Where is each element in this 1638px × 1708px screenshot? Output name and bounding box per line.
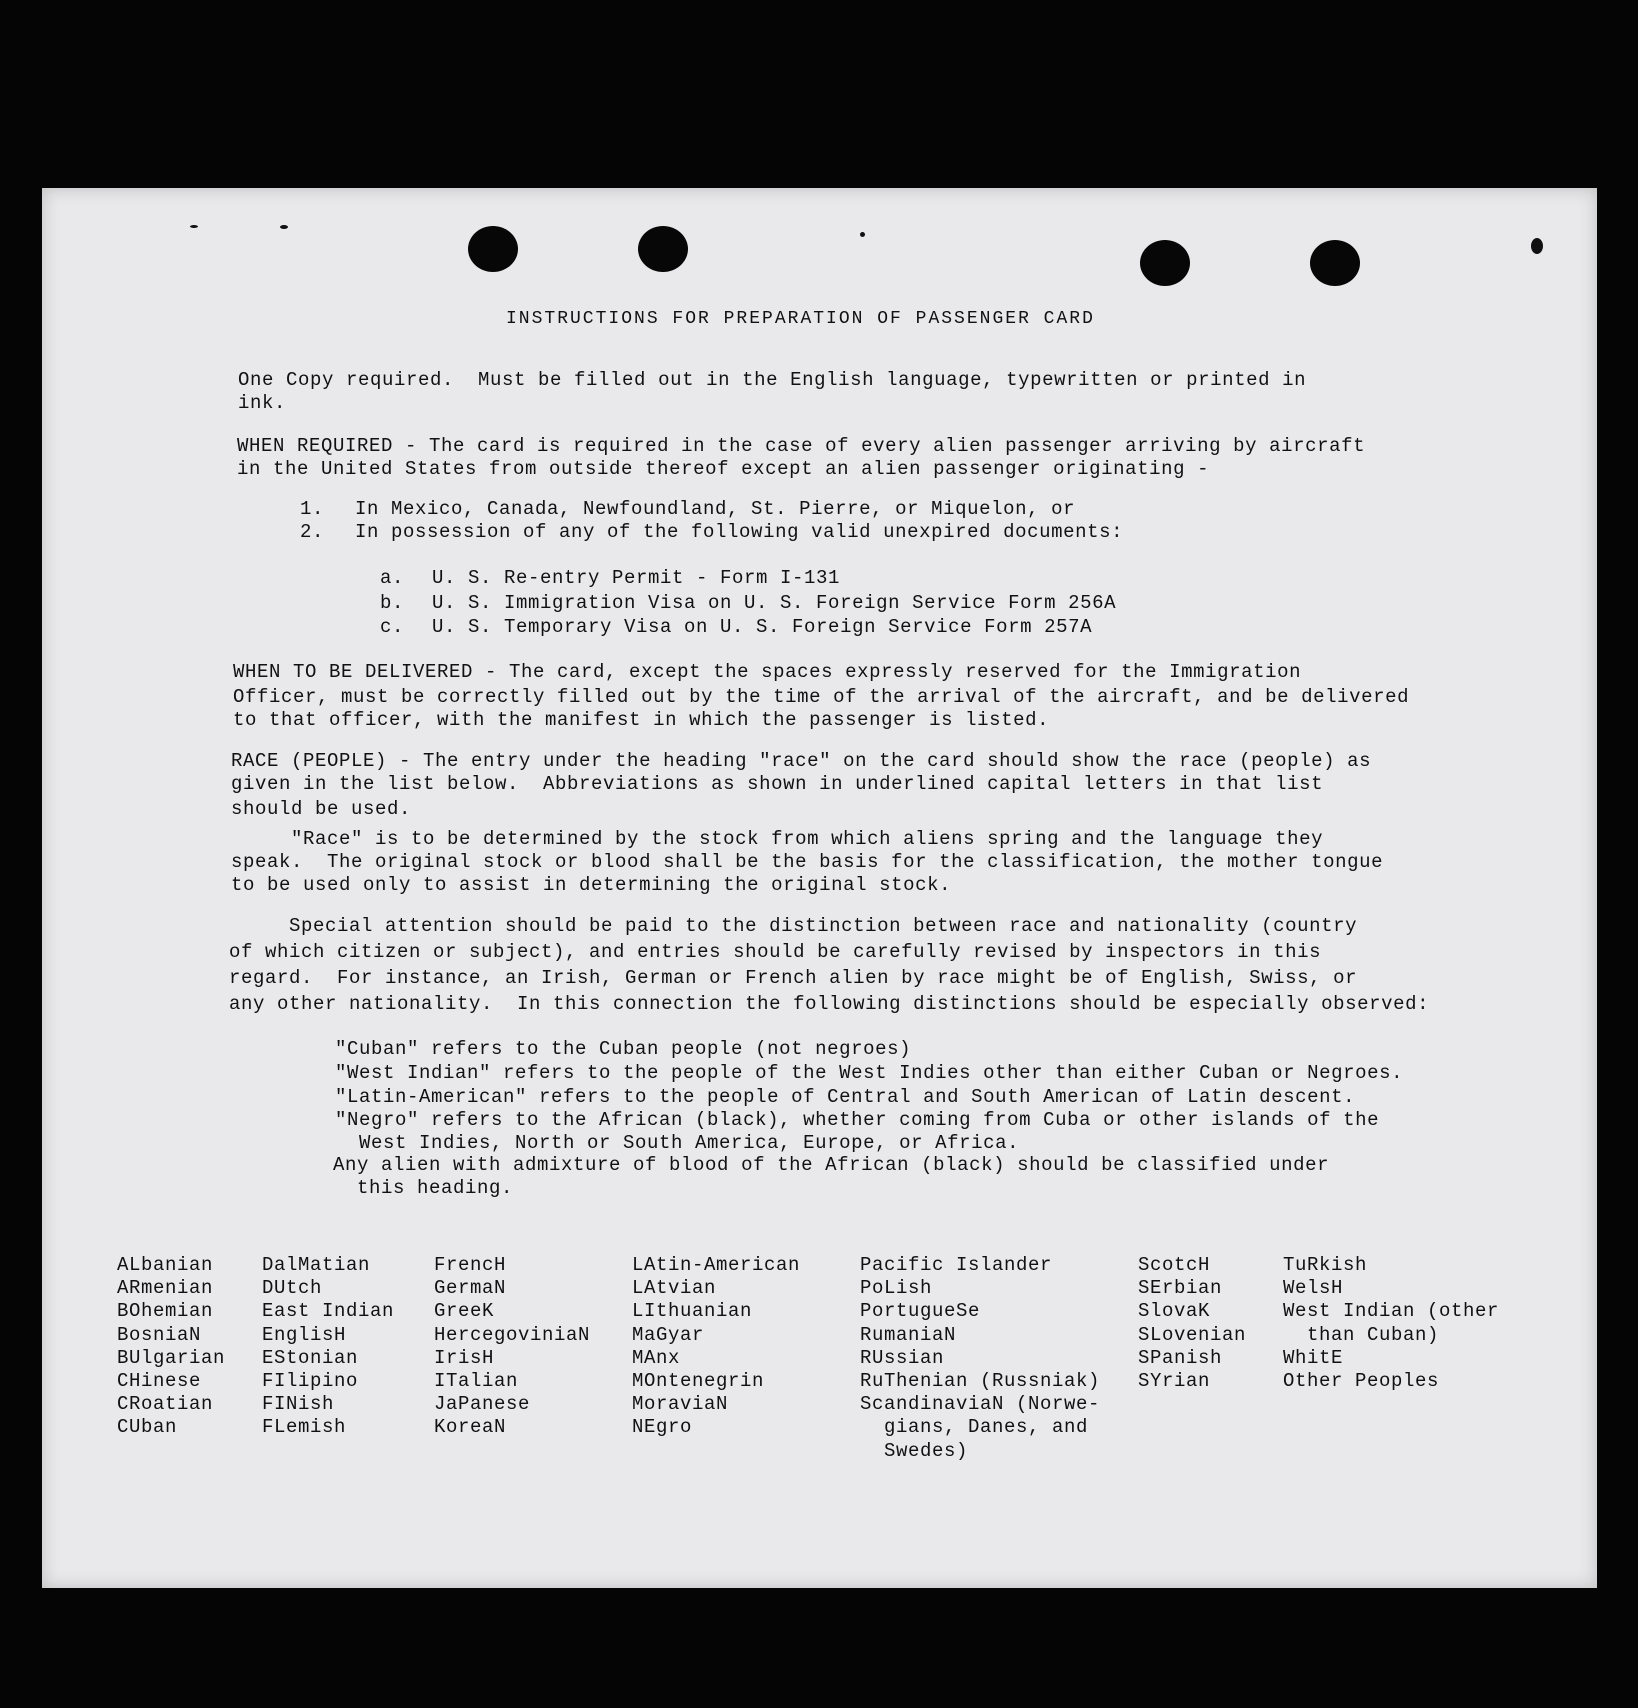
race-entry: WhitE xyxy=(1283,1346,1344,1369)
race-entry: DalMatian xyxy=(262,1254,371,1276)
race-entry: MAnx xyxy=(632,1346,681,1369)
document-item-text: U. S. Temporary Visa on U. S. Foreign Service Form 257A xyxy=(432,616,1093,638)
punch-hole xyxy=(1310,240,1360,286)
race-column xyxy=(632,1254,800,1440)
race-entry: MOntenegrin xyxy=(632,1369,765,1392)
race-entry: SErbian xyxy=(1138,1277,1223,1300)
race-entry: RumaniaN xyxy=(860,1323,957,1346)
document-item-letter: b. xyxy=(380,592,405,614)
race-entry: LAtvian xyxy=(632,1277,717,1300)
race-line: should be used. xyxy=(231,798,412,820)
speck xyxy=(280,225,288,229)
race-entry: MaGyar xyxy=(632,1323,705,1346)
race-entry: SLovenian xyxy=(1138,1323,1247,1346)
race-entry: EStonian xyxy=(262,1346,359,1369)
race-entry: ALbanian xyxy=(117,1254,214,1276)
race-entry: Swedes) xyxy=(860,1439,969,1462)
race-entry: DUtch xyxy=(262,1277,323,1300)
race-entry: EnglisH xyxy=(262,1323,347,1346)
when-required-line: in the United States from outside thereof except an alien passenger originating - xyxy=(237,458,1210,480)
punch-hole xyxy=(468,226,518,272)
race-entry: SPanish xyxy=(1138,1346,1223,1369)
distinction-line: "Cuban" refers to the Cuban people (not negroes) xyxy=(335,1038,912,1060)
race-entry: FIlipino xyxy=(262,1369,359,1392)
race-entry: WelsH xyxy=(1283,1277,1344,1300)
race-entry: PoLish xyxy=(860,1277,933,1300)
race-entry: BOhemian xyxy=(117,1300,214,1323)
race-line: regard. For instance, an Irish, German or French alien by race might be of English, Swiss, or xyxy=(229,967,1358,989)
race-entry: Other Peoples xyxy=(1283,1369,1440,1392)
race-entry: MoraviaN xyxy=(632,1393,729,1416)
origin-item-number: 1. xyxy=(300,498,325,520)
when-delivered-line: to that officer, with the manifest in which the passenger is listed. xyxy=(233,709,1050,731)
origin-item-text: In Mexico, Canada, Newfoundland, St. Pierre, or Miquelon, or xyxy=(355,498,1076,520)
race-entry: than Cuban) xyxy=(1283,1323,1440,1346)
race-line: to be used only to assist in determining the original stock. xyxy=(231,874,952,896)
race-column xyxy=(117,1254,225,1440)
race-entry: CRoatian xyxy=(117,1393,214,1416)
race-column xyxy=(860,1254,1100,1463)
race-entry: IrisH xyxy=(434,1346,495,1369)
race-entry: SYrian xyxy=(1138,1369,1211,1392)
race-entry: ScandinaviaN (Norwe- xyxy=(860,1393,1101,1416)
race-entry: PortugueSe xyxy=(860,1300,981,1323)
race-entry: RuThenian (Russniak) xyxy=(860,1369,1101,1392)
race-entry: FINish xyxy=(262,1393,335,1416)
race-entry: gians, Danes, and xyxy=(860,1416,1089,1439)
race-entry: ITalian xyxy=(434,1369,519,1392)
distinction-line: West Indies, North or South America, Europe, or Africa. xyxy=(335,1132,1020,1154)
speck xyxy=(1531,238,1543,254)
race-line: RACE (PEOPLE) - The entry under the heading "race" on the card should show the race (people) as xyxy=(231,750,1372,772)
race-entry: HercegoviniaN xyxy=(434,1323,591,1346)
origin-item-text: In possession of any of the following valid unexpired documents: xyxy=(355,521,1124,543)
document-item-letter: a. xyxy=(380,567,405,589)
document-item-text: U. S. Immigration Visa on U. S. Foreign Service Form 256A xyxy=(432,592,1117,614)
distinction-line: this heading. xyxy=(333,1177,514,1199)
race-entry: LAtin-American xyxy=(632,1254,801,1276)
race-line: given in the list below. Abbreviations as shown in underlined capital letters in that list xyxy=(231,773,1324,795)
distinction-line: "Latin-American" refers to the people of Central and South American of Latin descent. xyxy=(335,1086,1356,1108)
race-entry: TuRkish xyxy=(1283,1254,1368,1276)
race-line: of which citizen or subject), and entries should be carefully revised by inspectors in this xyxy=(229,941,1322,963)
when-delivered-line: WHEN TO BE DELIVERED - The card, except the spaces expressly reserved for the Immigration xyxy=(233,661,1302,683)
when-delivered-line: Officer, must be correctly filled out by the time of the arrival of the aircraft, and be delivered xyxy=(233,686,1410,708)
race-entry: ScotcH xyxy=(1138,1254,1211,1276)
page-title: INSTRUCTIONS FOR PREPARATION OF PASSENGER CARD xyxy=(506,309,1095,329)
document-item-text: U. S. Re-entry Permit - Form I-131 xyxy=(432,567,841,589)
punch-hole xyxy=(638,226,688,272)
race-entry: FrencH xyxy=(434,1254,507,1276)
race-entry: KoreaN xyxy=(434,1416,507,1439)
race-entry: ARmenian xyxy=(117,1277,214,1300)
intro-line: ink. xyxy=(238,392,287,414)
intro-line: One Copy required. Must be filled out in the English language, typewritten or printed in xyxy=(238,369,1307,391)
race-entry: SlovaK xyxy=(1138,1300,1211,1323)
when-required-line: WHEN REQUIRED - The card is required in the case of every alien passenger arriving by aircraft xyxy=(237,435,1366,457)
race-entry: BUlgarian xyxy=(117,1346,226,1369)
distinction-line: "Negro" refers to the African (black), whether coming from Cuba or other islands of the xyxy=(335,1109,1380,1131)
punch-hole xyxy=(1140,240,1190,286)
race-column xyxy=(434,1254,590,1440)
race-line: Special attention should be paid to the distinction between race and nationality (country xyxy=(229,915,1358,937)
race-entry: RUssian xyxy=(860,1346,945,1369)
origin-item-number: 2. xyxy=(300,521,325,543)
race-entry: CUban xyxy=(117,1416,178,1439)
race-line: speak. The original stock or blood shall be the basis for the classification, the mother tongue xyxy=(231,851,1384,873)
race-line: "Race" is to be determined by the stock from which aliens spring and the language they xyxy=(231,828,1324,850)
race-entry: Pacific Islander xyxy=(860,1254,1053,1276)
race-entry: LIthuanian xyxy=(632,1300,753,1323)
race-entry: GreeK xyxy=(434,1300,495,1323)
race-entry: NEgro xyxy=(632,1416,693,1439)
distinction-line: "West Indian" refers to the people of the West Indies other than either Cuban or Negroes. xyxy=(335,1062,1404,1084)
race-entry: West Indian (other xyxy=(1283,1300,1500,1323)
race-column xyxy=(262,1254,394,1440)
race-line: any other nationality. In this connection the following distinctions should be especially observed: xyxy=(229,993,1430,1015)
race-entry: JaPanese xyxy=(434,1393,531,1416)
race-column xyxy=(1138,1254,1246,1393)
speck xyxy=(860,232,865,237)
race-column xyxy=(1283,1254,1499,1393)
race-entry: GermaN xyxy=(434,1277,507,1300)
race-entry: BosniaN xyxy=(117,1323,202,1346)
race-entry: CHinese xyxy=(117,1369,202,1392)
speck xyxy=(190,225,198,228)
document-item-letter: c. xyxy=(380,616,405,638)
race-entry: FLemish xyxy=(262,1416,347,1439)
race-entry: East Indian xyxy=(262,1300,395,1323)
distinction-line: Any alien with admixture of blood of the African (black) should be classified under xyxy=(333,1154,1330,1176)
